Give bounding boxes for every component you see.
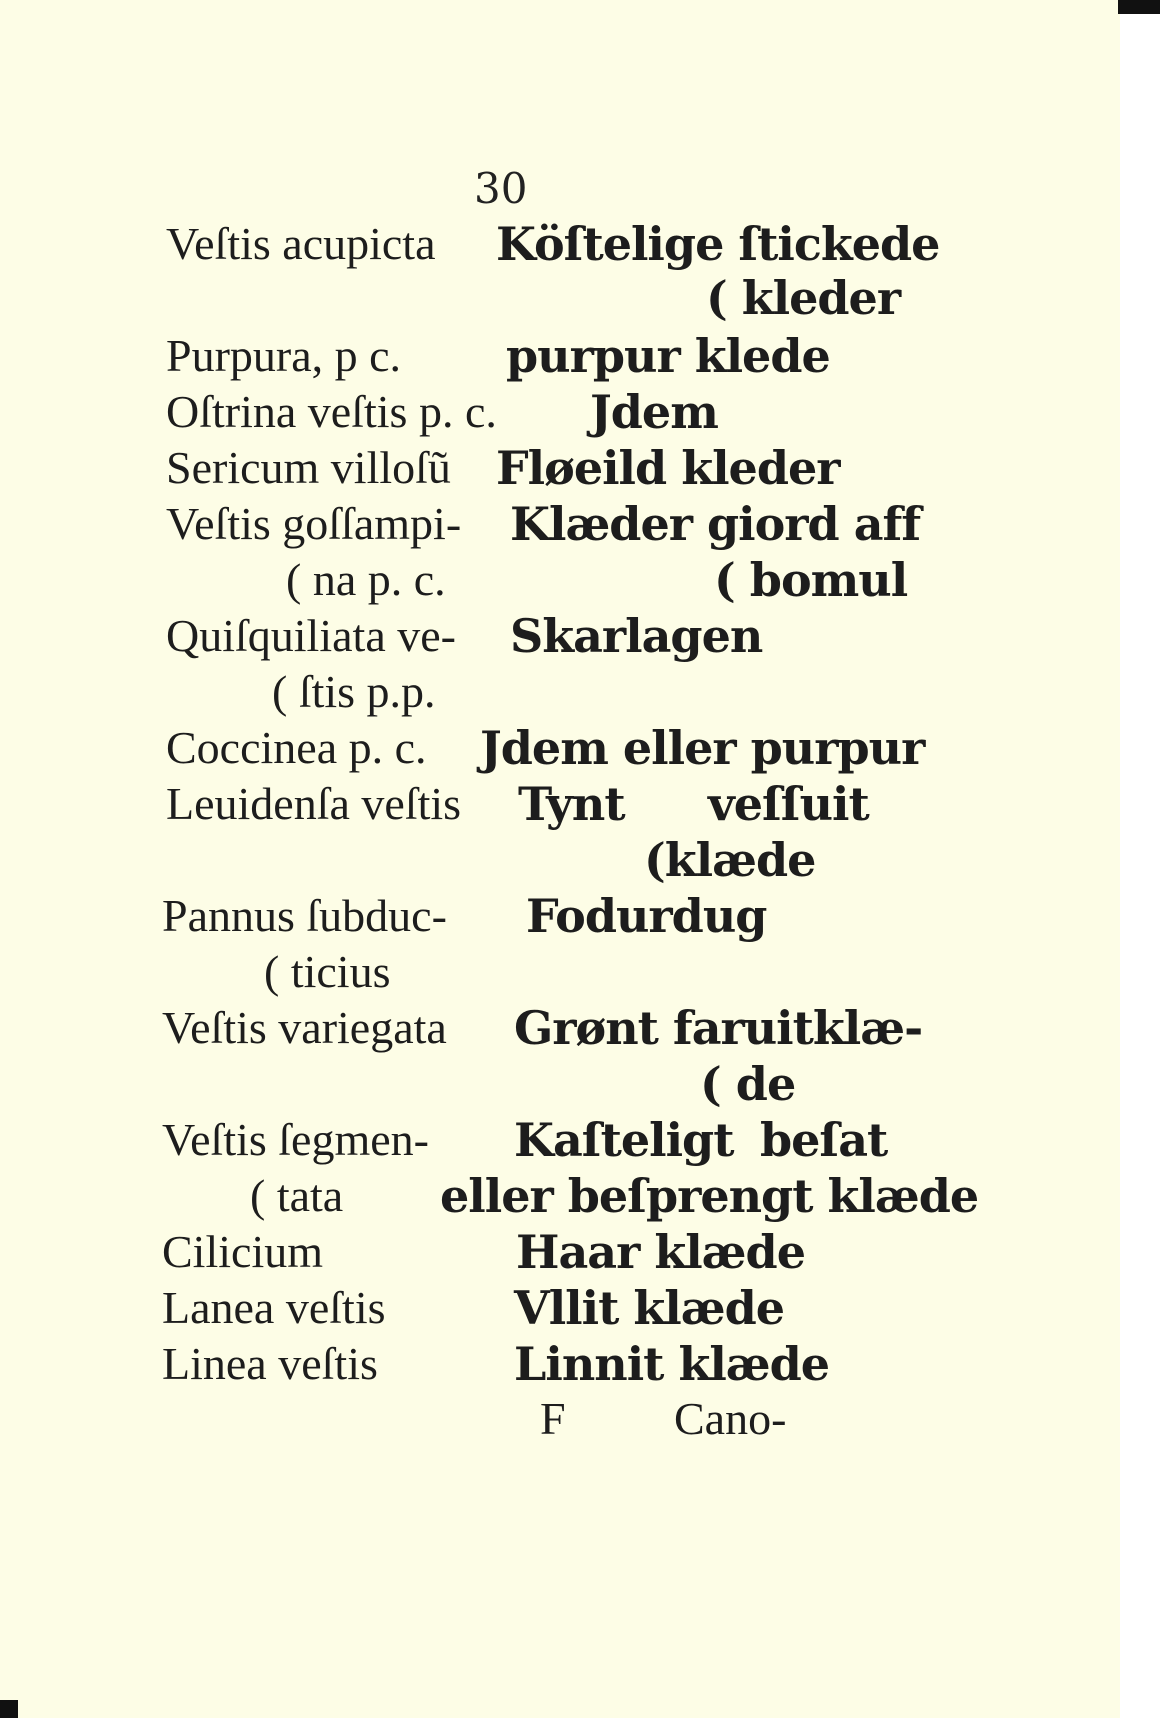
danish-gloss: purpur klede: [506, 329, 830, 383]
danish-gloss: Fodurdug: [526, 889, 767, 943]
latin-term: ( ticius: [264, 946, 391, 997]
latin-term: Linea veſtis: [162, 1338, 378, 1389]
danish-gloss: eller beſprengt klæde: [440, 1169, 979, 1223]
danish-gloss: Jdem eller purpur: [480, 721, 925, 775]
danish-gloss: ( kleder: [706, 271, 901, 325]
latin-term: Purpura, p c.: [166, 330, 402, 381]
latin-term: Leuidenſa veſtis: [166, 778, 462, 829]
latin-term: Coccinea p. c.: [166, 722, 427, 773]
latin-term: Cilicium: [162, 1226, 323, 1277]
danish-gloss: beſat: [760, 1113, 888, 1167]
danish-gloss: ( bomul: [714, 553, 908, 607]
danish-gloss: Jdem: [590, 385, 718, 439]
danish-gloss: Grønt faruitklæ-: [514, 1001, 923, 1055]
latin-term: Oſtrina veſtis p. c.: [166, 386, 497, 437]
page-number: 30: [474, 164, 528, 213]
danish-gloss: veſſuit: [708, 777, 869, 831]
signature-mark: F: [540, 1393, 566, 1444]
danish-gloss: Kaſteligt: [514, 1113, 734, 1167]
latin-term: ( tata: [250, 1170, 344, 1221]
danish-gloss: Fløeild kleder: [496, 441, 840, 495]
latin-term: ( ſtis p.p.: [272, 666, 436, 717]
danish-gloss: Haar klæde: [516, 1225, 805, 1279]
latin-term: Quiſquiliata ve-: [166, 610, 456, 661]
scan-mark-top: [1118, 0, 1160, 14]
catchword: Cano-: [674, 1393, 787, 1444]
danish-gloss: Köſtelige ſtickede: [496, 217, 940, 271]
latin-term: Sericum villoſũ: [166, 442, 451, 493]
danish-gloss: Linnit klæde: [514, 1337, 830, 1391]
latin-term: Veſtis ſegmen-: [162, 1114, 429, 1165]
danish-gloss: Skarlagen: [510, 609, 763, 663]
latin-term: Pannus ſubduc-: [162, 890, 447, 941]
danish-gloss: Klæder giord aff: [510, 497, 921, 551]
danish-gloss: ( de: [700, 1057, 796, 1111]
latin-term: Veſtis goſſampi-: [166, 498, 462, 549]
latin-term: Lanea veſtis: [162, 1282, 386, 1333]
latin-term: Veſtis variegata: [162, 1002, 447, 1053]
scan-mark-bottom: [0, 1700, 18, 1718]
page-edge: [1120, 0, 1160, 1718]
danish-gloss: Tynt: [518, 777, 625, 831]
danish-gloss: (klæde: [644, 833, 816, 887]
danish-gloss: Vllit klæde: [514, 1281, 785, 1335]
latin-term: Veſtis acupicta: [166, 218, 436, 269]
latin-term: ( na p. c.: [286, 554, 446, 605]
